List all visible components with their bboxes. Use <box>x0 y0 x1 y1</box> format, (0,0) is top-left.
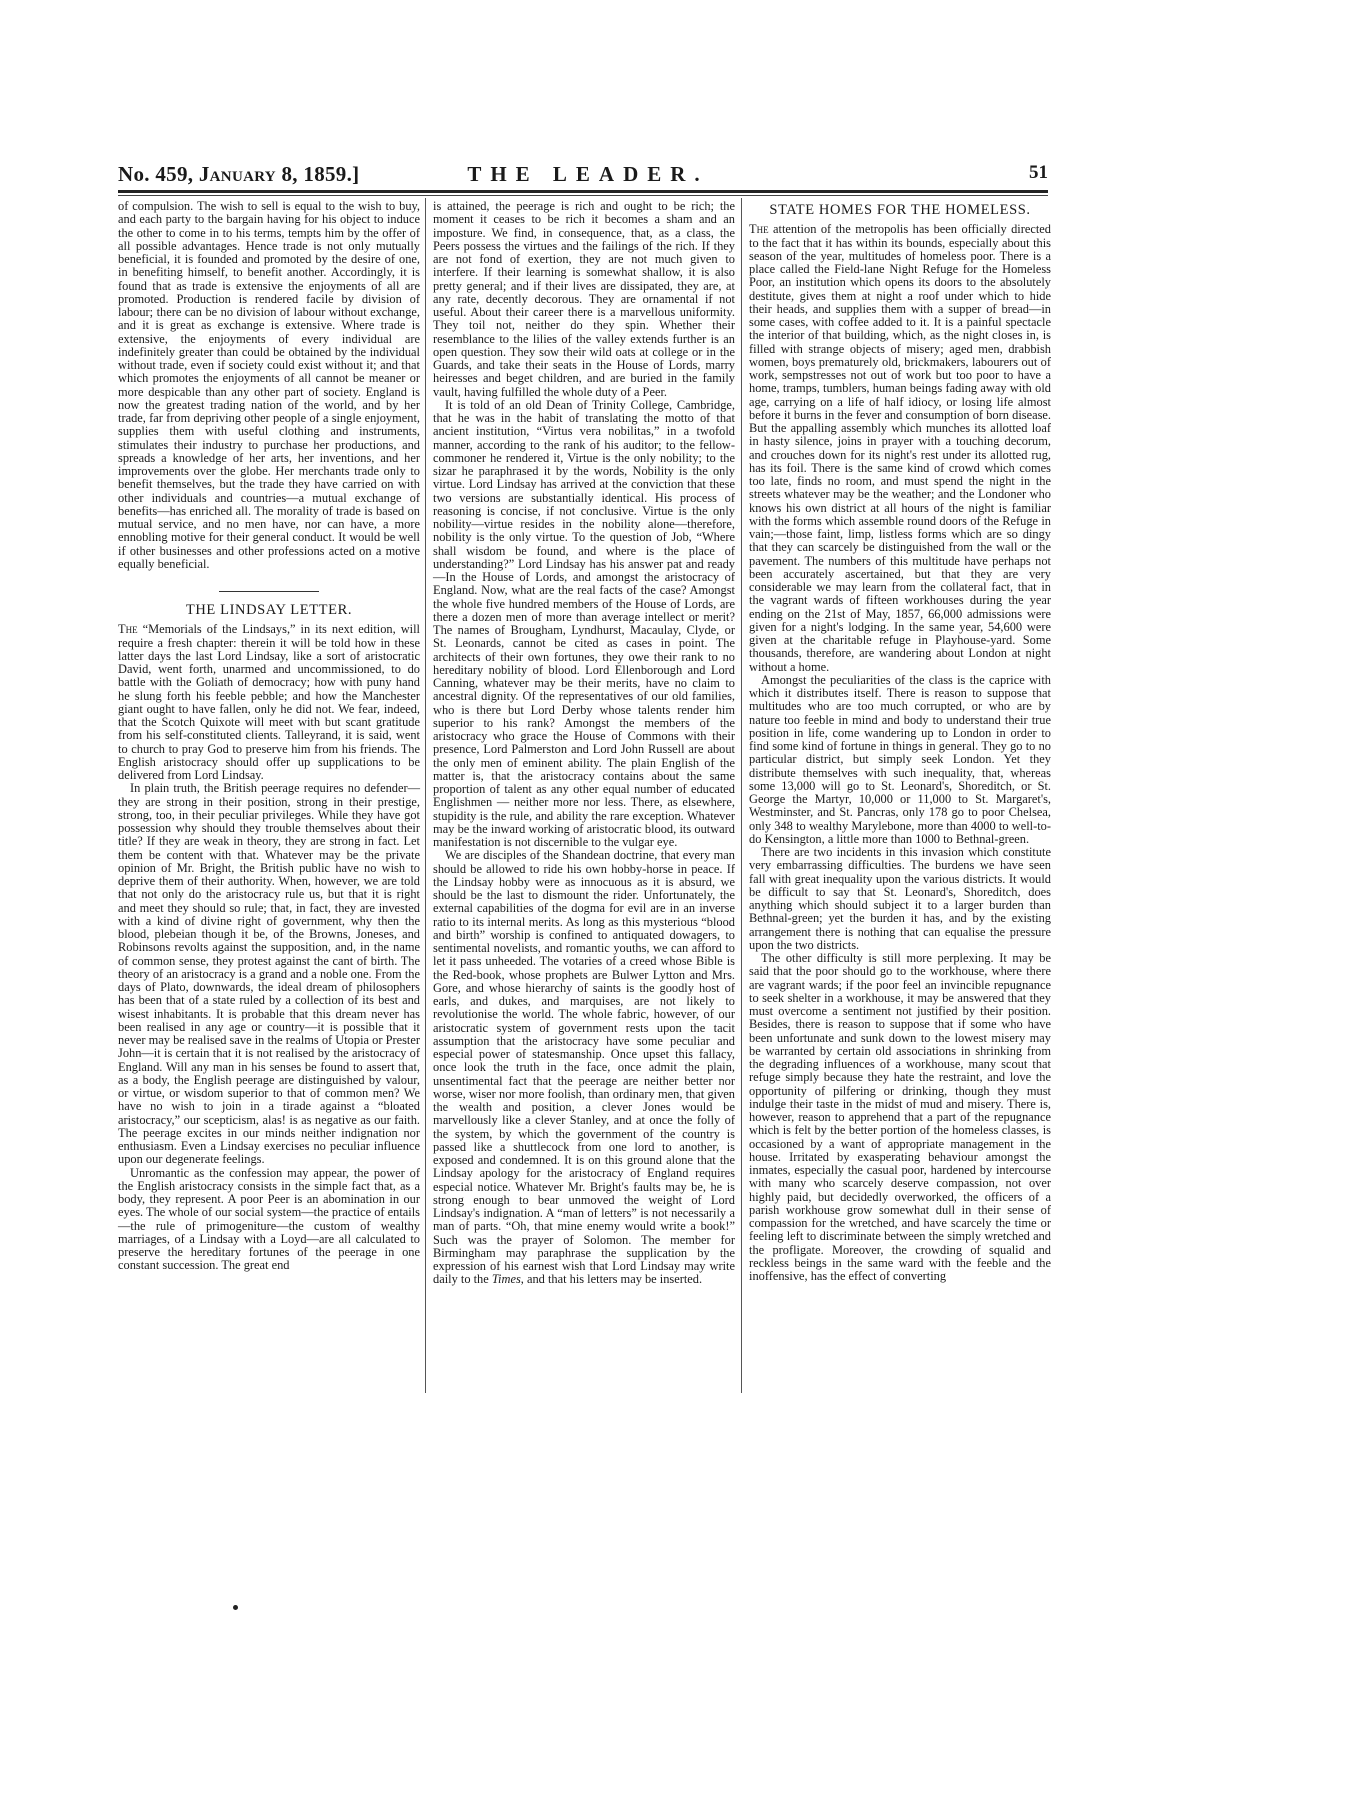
article-paragraph: Unromantic as the confession may appear, the power of the English aristocracy consists in the simple fact that, as a body, they represent. A poor Peer is an abomination in our eyes. The whole of our social system—the practice of entails—the rule of primogeniture—the custom of wealthy marriages, of a Lindsay with a Loyd—are all calculated to preserve the hereditary fortunes of the peerage in one constant succession. The great end <box>118 1165 420 1273</box>
article-paragraph <box>749 223 1051 674</box>
article-paragraph: It is told of an old Dean of Trinity College, Cambridge, that he was in the habit of translating the motto of that ancient institution, “Virtus vera nobilitas,” in a twofold manner, according to the rank of his auditor; to the fellow-commoner he rendered it, Virtue is the only nobility; to the sizar he paraphrased it by the words, Nobility is the only virtue. Lord Lindsay has arrived at the conviction that these two versions are substantially identical. His process of reasoning is concise, if not conclusive. Virtue is the only nobility—virtue resides in the nobility alone—therefore, nobility is the only virtue. To the question of Job, “Where shall wisdom be found, and where is the place of understanding?” Lord Lindsay has his answer pat and ready—In the House of Lords, and amongst the aristocracy of England. Now, what are the real facts of the case? Amongst the whole five hundred members of the House of Lords, are there a dozen men of more than average intellect or merit? The names of Brougham, Lyndhurst, Macaulay, Clyde, or St. Leonards, cannot be cited as cases in point. The architects of their own fortunes, they owe their rank to no hereditary nobility of blood. Lord Ellenborough and Lord Canning, whatever may be their merits, have no claim to ancestral dignity. Of the representatives of our old families, who is there but Lord Derby whose talents render him superior to his rank? Amongst the members of the aristocracy who grace the House of Commons with their presence, Lord Palmerston and Lord John Russell are about the only men of eminent ability. The plain English of the matter is, that the aristocracy contains about the same proportion of talent as any other equal number of educated Englishmen — neither more nor less. There, as elsewhere, stupidity is the rule, and ability the rare exception. Whatever may be the inward working of aristocratic blood, its outward manifestation is not discernible to the vulgar eye. <box>433 397 735 849</box>
article-paragraph: is attained, the peerage is rich and ought to be rich; the moment it ceases to be rich it becomes a sham and an imposture. We find, in consequence, that, as a class, the Peers possess the virtues and the failings of the rich. If they are not fond of exertion, they are not much given to interfere. If their learning is somewhat shallow, it is also pretty general; and if their lives are dissipated, they are, at any rate, decently decorous. They are ornamental if not useful. About their career there is a marvellous uniformity. They toil not, neither do they spin. Whether their resemblance to the lilies of the valley extends further is an open question. They sow their wild oats at college or in the Guards, and take their seats in the House of Lords, marry heiresses and beget children, and are buried in the family vault, having fulfilled the whole duty of a Peer. <box>433 199 735 399</box>
article-paragraph: In plain truth, the British peerage requires no defender—they are strong in their position, strong in their prestige, strong, too, in their peculiar privileges. While they have got possession why should they trouble themselves about their title? If they are weak in theory, they are strong in fact. Let them be content with that. Whatever may be the private opinion of Mr. Bright, the British public have no wish to deprive them of their authority. When, however, we are told that not only do the aristocracy rule us, but that it is right and meet they should so rule; that, in fact, they are invested with a kind of divine right of government, why then the blood, plebeian though it be, of the Browns, Joneses, and Robinsons revolts against the supposition, and, in the name of common sense, they protest against the cant of birth. The theory of an aristocracy is a grand and a noble one. From the days of Plato, downwards, the ideal dream of philosophers has been that of a state ruled by a collection of its best and wisest inhabitants. It is probable that this dream never has been realised in any age or country—it is possible that it never may be realised save in the realms of Utopia or Prester John—it is certain that it is not realised by the aristocracy of England. Will any man in his senses be found to assert that, as a body, the English peerage are distinguished by valour, or virtue, or wisdom superior to that of common men? We have no wish to join in a tirade against a “bloated aristocracy,” our scepticism, alas! is as negative as our faith. The peerage excites in our minds neither indignation nor enthusiasm. Even a Lindsay exercises no peculiar influence upon our degenerate feelings. <box>118 781 420 1167</box>
newspaper-name: Times <box>491 1272 521 1287</box>
article-paragraph: of compulsion. The wish to sell is equal to the wish to buy, and each party to the bargain having for his object to induce the other to come in to his terms, tempts him by the offer of all possible advantages. Hence trade is not only mutually beneficial, it is founded and promoted by the desire of one, in benefiting himself, to benefit another. Accordingly, it is found that as trade is extensive the enjoyments of all are promoted. Production is rendered facile by division of labour; there can be no division of labour without exchange, and it is great as exchange is extensive. Where trade is extensive, the enjoyments of every individual are indefinitely greater than could be obtained by the individual without trade, even if society could exist without it; and that which promotes the enjoyments of all cannot be meaner or more despicable than any other part of society. England is now the greatest trading nation of the world, and by her trade, far from depriving other people of a single enjoyment, supplies them with useful clothing and instruments, stimulates their industry to purchase her productions, and spreads a knowledge of her arts, her inventions, and her improvements over the globe. Her merchants trade only to benefit themselves, but the trade they have carried on with other individuals and countries—a mutual exchange of benefits—has enriched all. The morality of trade is based on mutual service, and no men have, nor can have, a more ennobling motive for their general conduct. It would be well if other businesses and other professions acted on a motive equally beneficial. <box>118 199 420 571</box>
masthead <box>118 160 1048 190</box>
paragraph-text: , and that his letters may be inserted. <box>520 1272 703 1287</box>
column-right <box>749 200 1051 1283</box>
article-paragraph: There are two incidents in this invasion which constitute very embarrassing difficulties. The burdens we have seen fall with great inequality upon the various districts. It would be difficult to say that St. Leonard's, Shoreditch, does anything which should subject it to a larger burden than Bethnal-green; yet the burden it has, and by the existing arrangement there is nothing that can equalise the pressure upon the two districts. <box>749 845 1051 952</box>
issue-date-line <box>118 162 359 187</box>
ink-spot <box>233 1605 238 1610</box>
paragraph-text: We are disciples of the Shandean doctrine, that every man should be allowed to ride his own hobby-horse in peace. If the Lindsay hobby were as innocuous as it is absurd, we should be the last to dismount the rider. Unfortunately, the external capabilities of the dogma for evil are in an inverse ratio to its internal merits. As long as this mysterious “blood and birth” worship is confined to antiquated dowagers, to sentimental novelists, and romantic youths, we can afford to let it pass unheeded. The votaries of a creed whose Bible is the Red-book, whose prophets are Bulwer Lytton and Mrs. Gore, and whose hierarchy of saints is the goodly host of earls, and dukes, and marquises, are not likely to revolutionise the world. The whole fabric, however, of our aristocratic system of government rests upon the tacit assumption that the aristocracy have some peculiar and especial power of statesmanship. Once upset this fallacy, once look the truth in the face, once admit the plain, unsentimental fact that the peerage are neither better nor worse, wiser nor more foolish, than ordinary men, that given the wealth and position, a clever Jones would be marvellously like a clever Stanley, and at once the folly of the system, by which the government of the country is passed like a shuttlecock from one lord to another, is exposed and condemned. It is on this ground alone that the Lindsay apology for the aristocracy of England requires especial notice. Whatever Mr. Bright's faults may be, he is strong enough to bear unmoved the weight of Lord Lindsay's indignation. A “man of letters” is not necessarily a man of parts. “Oh, that mine enemy would write a book!” Such was the prayer of Solomon. The member for Birmingham may paraphrase the supplication by the expression of his earnest wish that Lord Lindsay may write daily to the <box>433 848 735 1287</box>
article-paragraph <box>118 623 420 782</box>
article-heading-state-homes: STATE HOMES FOR THE HOMELESS. <box>769 202 1031 218</box>
article-paragraph: Amongst the peculiarities of the class is the caprice with which it distributes itself. There is reason to suppose that multitudes who are too much corrupted, or who are by nature too feeble in mind and body to understand their true position in life, come wandering up to London in order to find some kind of fortune in things in general. They go to no particular district, but simply seek London. Yet they distribute themselves with such inequality, that, whereas some 13,000 will go to St. Leonard's, Shoreditch, or St. George the Martyr, 10,000 or 11,000 to St. Margaret's, Westminster, and St. Pancras, only 178 go to poor Chelsea, only 348 to wealthy Marylebone, more than 4000 to well-to-do Kensington, a little more than 1000 to Bethnal-green. <box>749 672 1051 846</box>
article-separator <box>219 591 319 592</box>
paragraph-text: attention of the metropolis has been officially directed to the fact that it has within its bounds, especially about this season of the year, multitudes of homeless poor. There is a place called the Field-lane Night Refuge for the Homeless Poor, an institution which opens its doors to the absolutely destitute, gives them at night a roof under which to hide their heads, and supplies them with a supper of bread—in some cases, with coffee added to it. It is a painful spectacle the interior of that building, which, as the night closes in, is filled with strange objects of misery; aged men, drabbish women, boys prematurely old, brickmakers, labourers out of work, sempstresses not out of work but too poor to have a home, tramps, tumblers, human beings fading away with old age, carrying on a life of half idiocy, or losing life almost before it burns in the fever and consumption of born disease. But the appalling assembly which munches its allotted loaf in hasty silence, joins in prayer with a touching decorum, and crouches down for its night's rest under its allotted rug, has its foil. There is the same kind of crowd which comes too late, finds no room, and must spend the night in the streets whatever may be the weather; and the Londoner who knows his own district at all hours of the night is familiar with the forms which assemble round doors of the Refuge in vain;—those faint, limp, listless forms which are so dingy that they can scarcely be distinguished from the wall or the pavement. The numbers of this multitude have perhaps not been accurately ascertained, but that they are very considerable we may learn from the collateral fact, that in the vagrant wards of fifteen workhouses during the year ending on the 21st of May, 1857, 66,000 admissions were given for a night's lodging. In the same year, 54,600 were given at the charitable refuge in Playhouse-yard. Some thousands, therefore, are wandering about London at night without a home. <box>749 222 1051 674</box>
page-number: 51 <box>1029 162 1048 183</box>
article-paragraph: The other difficulty is still more perplexing. It may be said that the poor should go to the workhouse, where there are vagrant wards; if the poor feel an invincible repugnance to seek shelter in a workhouse, it may be answered that they must overcome a sentiment not justified by their position. Besides, there is reason to suppose that if some who have been unfortunate and sunk down to the lowest misery may be warranted by certain old associations in shrinking from the degrading influences of a workhouse, many scout that refuge simply because they hate the restraint, and love the opportunity of pilfering or drinking, though they must indulge their taste in the midst of mud and misery. There is, however, reason to apprehend that a part of the repugnance which is felt by the better portion of the homeless classes, is occasioned by a want of appropriate management in the house. Irritated by exasperating behaviour amongst the inmates, especially the casual poor, hardened by intercourse with many who scarcely deserve compassion, not over highly paid, but decidedly overworked, the officers of a parish workhouse grow somewhat dull in their sense of compassion for the wretched, and have scarcely the time or feeling left to discriminate between the simply wretched and the profligate. Moreover, the crowding of squalid and reckless beings in the same ward with the feeble and the inoffensive, has the effect of converting <box>749 951 1051 1283</box>
masthead-rule-thin <box>118 195 1048 196</box>
issue-date: January 8, 1859.] <box>198 162 360 186</box>
column-left <box>118 200 420 1273</box>
lead-word: The <box>118 622 138 637</box>
newspaper-title: THE LEADER. <box>467 162 709 186</box>
lead-word: The <box>749 222 769 237</box>
paragraph-text: “Memorials of the Lindsays,” in its next edition, will require a fresh chapter: therein it will be told how in these latter days the last Lord Lindsay, like a sort of aristocratic David, went forth, unarmed and uncommissioned, to do battle with the Goliath of democracy; how with puny hand he slung forth his feeble pebble; and how the Manchester giant ought to have fallen, only he did not. We fear, indeed, that the Scotch Quixote will meet with but scant gratitude from his self-constituted clients. Talleyrand, it is said, went to church to pray God to preserve him from his friends. The English aristocracy should offer up supplications to be delivered from Lord Lindsay. <box>118 622 420 782</box>
masthead-rule <box>118 190 1048 193</box>
column-divider <box>741 198 742 1393</box>
column-middle <box>433 200 735 1287</box>
column-divider <box>425 198 426 1393</box>
issue-number: No. 459, <box>118 162 199 186</box>
article-paragraph <box>433 849 735 1286</box>
article-heading-lindsay-letter: THE LINDSAY LETTER. <box>185 602 353 618</box>
